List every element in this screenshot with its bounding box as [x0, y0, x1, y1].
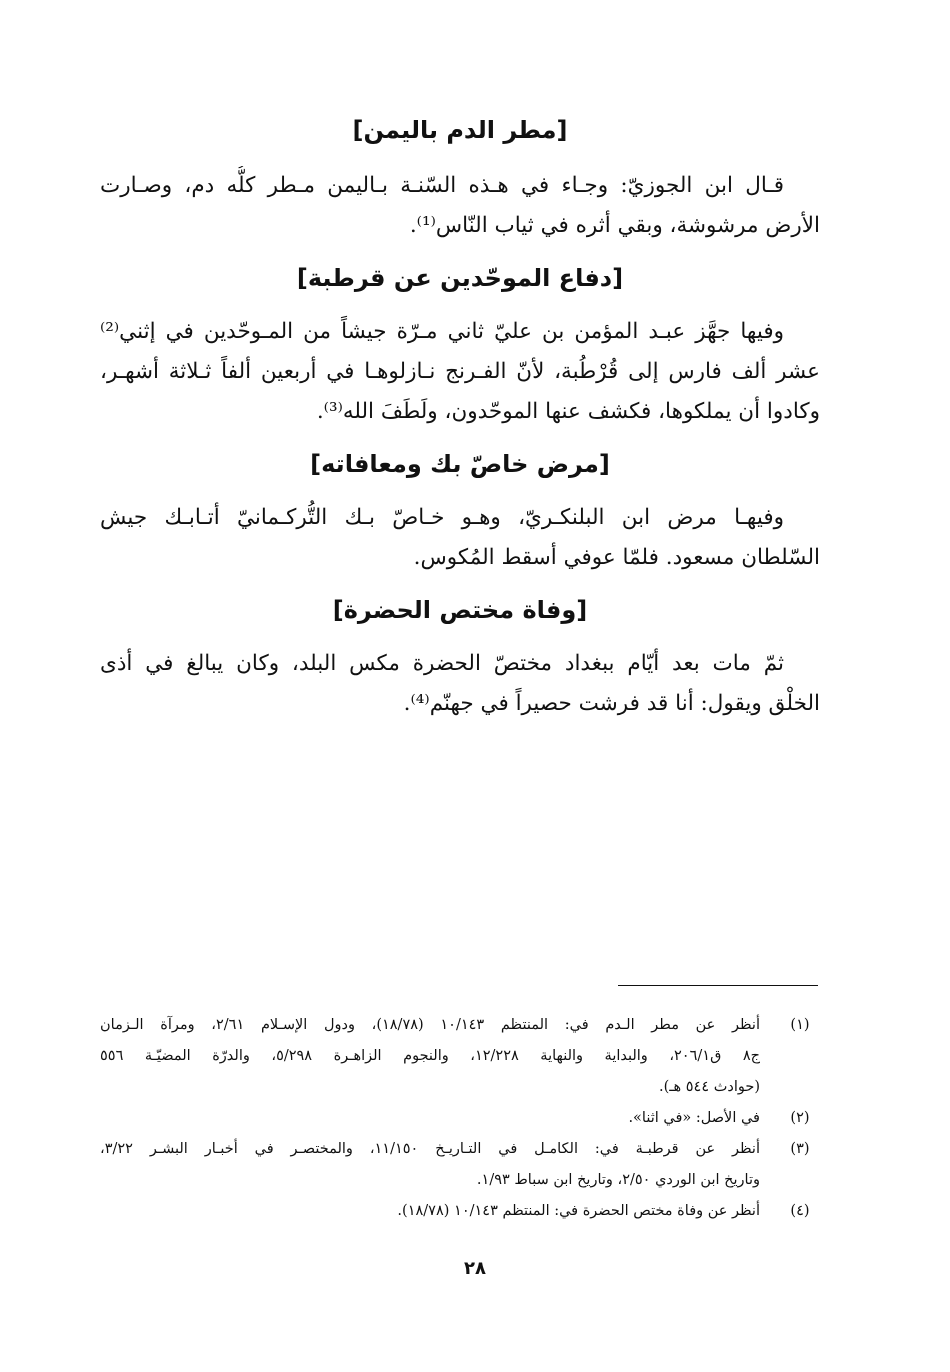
paragraph-line: الأرض مرشوشة، وبقي أثره في ثياب النّاس⁽¹⁾.: [409, 213, 820, 238]
section-body-blood-rain: [100, 166, 820, 246]
section-body-khass-bek-illness: [100, 498, 820, 578]
section-heading-blood-rain: [مطر الدم باليمن]: [352, 116, 568, 144]
paragraph-line: قـال ابن الجوزيّ: وجـاء في هـذه السّنـة بـاليمن مـطر كلُّه دم، وصـارت: [100, 173, 784, 198]
paragraph-line: السّلطان مسعود. فلمّا عوفي أسقط المُكوس.: [413, 545, 820, 570]
footnote-4: [100, 1196, 820, 1227]
page-number: ٢٨: [464, 1258, 486, 1279]
footnote-number: (٣): [790, 1141, 810, 1157]
footnote-line: في الأصل: «في اثنا».: [628, 1110, 760, 1126]
paragraph-line: وكادوا أن يملكوها، فكشف عنها الموحّدون، ولَطَفَ الله⁽³⁾.: [316, 399, 820, 424]
footnote-line: ج٨ ق٢٠٦/١، والبداية والنهاية ١٢/٢٢٨، والنجوم الزاهـرة ٥/٢٩٨، والدرّة المضيّـة ٥٥٦: [100, 1048, 760, 1064]
section-heading-cordoba-defense: [دفاع الموحّدين عن قرطبة]: [296, 264, 624, 292]
footnote-line: أنظر عن مطر الـدم في: المنتظم ١٠/١٤٣ (١٨/٧٨)، ودول الإسـلام ٢/٦١، ومرآة الـزمان: [100, 1017, 760, 1033]
footnotes: [100, 1010, 820, 1227]
section-heading-mukhtass-death: [وفاة مختص الحضرة]: [332, 596, 588, 624]
section-body-cordoba-defense: [100, 312, 820, 432]
section-body-mukhtass-death: [100, 644, 820, 724]
footnote-3: [100, 1134, 820, 1196]
paragraph-line: عشر ألف فارس إلى قُرْطُبة، لأنّ الفـرنج نـازلوهـا في أربعين ألفاً ثـلاثة أشهـر،: [100, 359, 820, 384]
footnote-number: (١): [790, 1017, 810, 1033]
paragraph-line: وفيها جهَّز عبـد المؤمن بن عليّ ثاني مـرّة جيشاً من المـوحّدين في إثني⁽²⁾: [100, 319, 784, 344]
section-heading-khass-bek-illness: [مرض خاصّ بك ومعافاته]: [310, 450, 610, 478]
paragraph-line: وفيهـا مرض ابن البلنكـريّ، وهـو خـاصّ بـك التُّركـمانيّ أتـابـك جيش: [100, 505, 784, 530]
footnote-line: أنظر عن قرطبـة في: الكامـل في التـاريـخ ١١/١٥٠، والمختصـر في أخبـار البشـر ٣/٢٢،: [100, 1141, 760, 1157]
paragraph-line: الخلْق ويقول: أنا قد فرشت حصيراً في جهنّم⁽⁴⁾.: [403, 691, 820, 716]
footnote-2: [100, 1103, 820, 1134]
paragraph-line: ثمّ مات بعد أيّام ببغداد مختصّ الحضرة مكس البلد، وكان يبالغ في أذى: [100, 651, 784, 676]
footnote-number: (٤): [790, 1203, 810, 1219]
footnote-line: وتاريخ ابن الوردي ٢/٥٠، وتاريخ ابن سباط ١/٩٣.: [476, 1172, 760, 1188]
footnote-line: أنظر عن وفاة مختص الحضرة في: المنتظم ١٠/١٤٣ (١٨/٧٨).: [397, 1203, 760, 1219]
footnote-1: [100, 1010, 820, 1103]
footnote-line: (حوادث ٥٤٤ هـ).: [658, 1079, 760, 1095]
footnote-separator: [618, 985, 818, 986]
footnote-number: (٢): [790, 1110, 810, 1126]
